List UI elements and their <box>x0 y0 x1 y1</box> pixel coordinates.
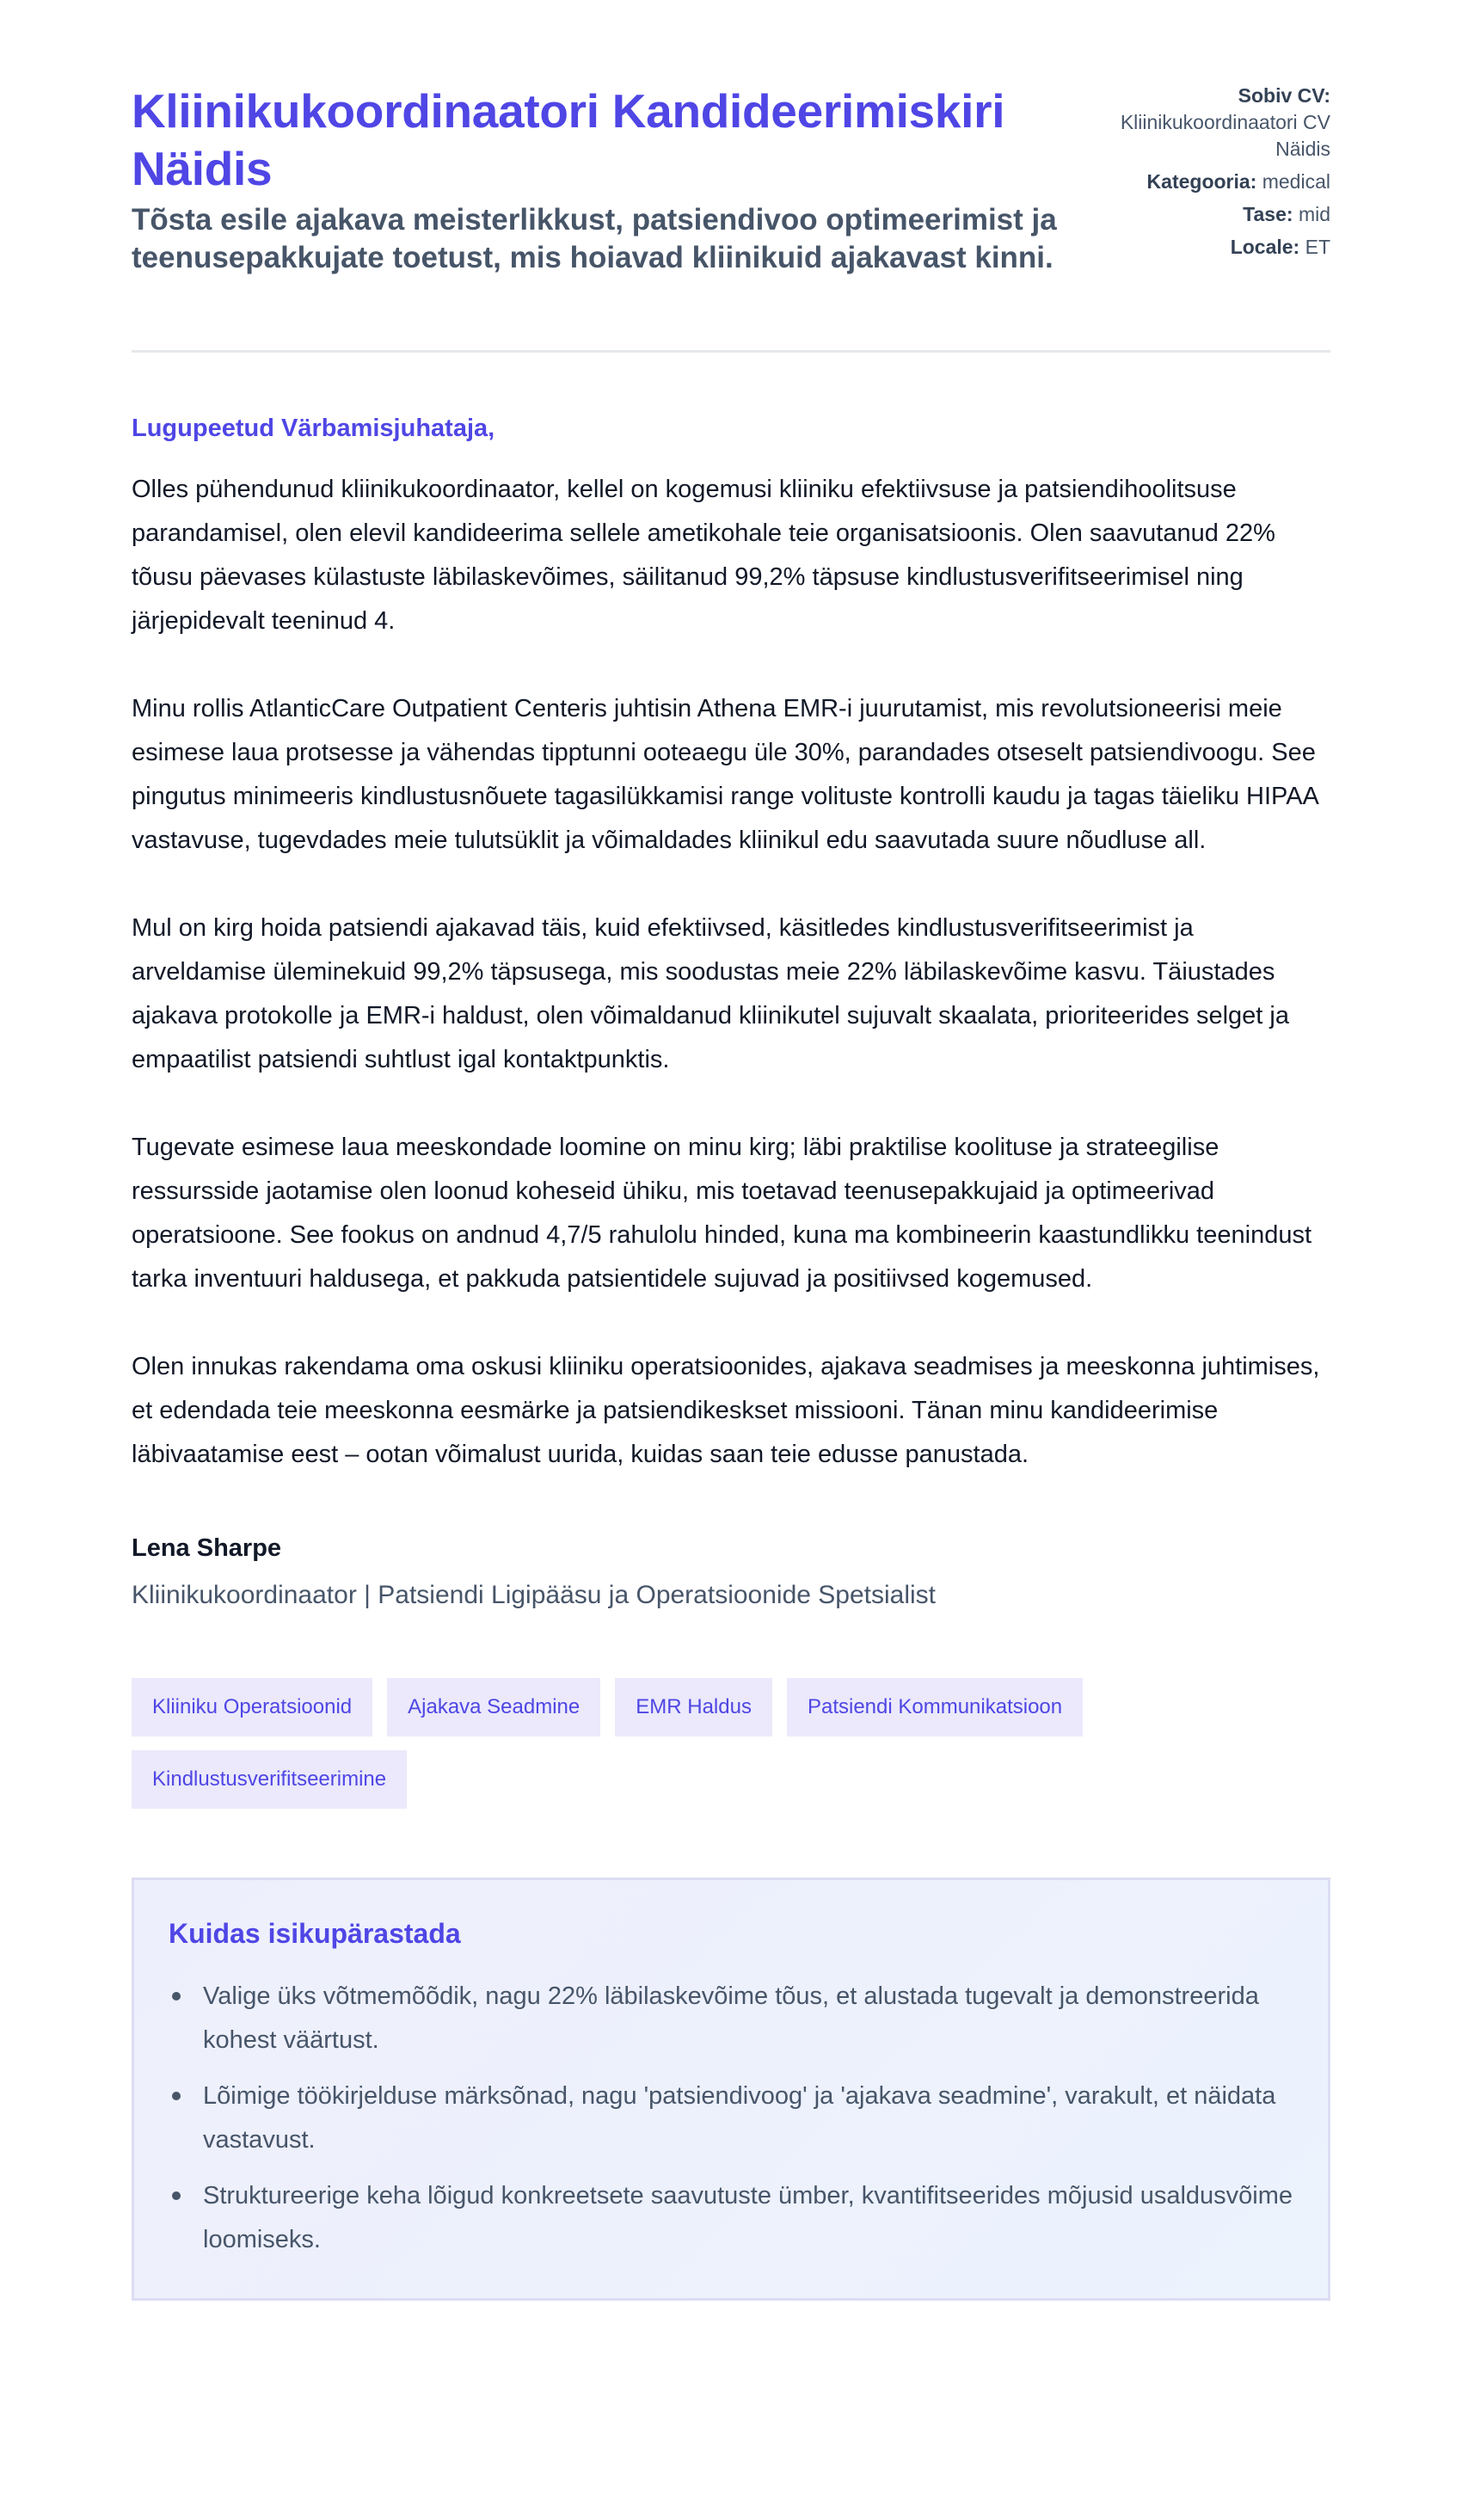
paragraph: Mul on kirg hoida patsiendi ajakavad täis, kuid efektiivsed, käsitledes kindlustusverifitseerimist ja arveldamise üleminekuid 99,2% täpsusega, mis soodustas meie 22% läbilaskevõime kasvu. Täiustades ajakava protokolle ja EMR-i haldust, olen võimaldanud kliinikutel sujuvalt skaalata, prioriteerides selget ja empaatilist patsiendi suhtlust igal kontaktpunktis. <box>132 914 1289 1073</box>
tip-text: Valige üks võtmemõõdik, nagu 22% läbilaskevõime tõus, et alustada tugevalt ja demonstreerida kohest väärtust. <box>203 1982 1259 2054</box>
meta-info <box>1107 83 1330 267</box>
meta-cv <box>1107 83 1330 163</box>
paragraph: Olles pühendunud kliinikukoordinaator, kellel on kogemusi kliiniku efektiivsuse ja patsiendihoolitsuse parandamisel, olen elevil kandideerima sellele ametikohale teie organisatsioonis. Olen saavutanud 22% tõusu päevases külastuste läbilaskevõimes, säilitanud 99,2% täpsuse kindlustusverifitseerimisel ning järjepidevalt teeninud 4. <box>132 476 1275 635</box>
meta-locale <box>1107 234 1330 261</box>
greeting: Lugupeetud Värbamisjuhataja, <box>132 415 495 442</box>
letter-paragraphs <box>132 468 1330 1477</box>
meta-level <box>1107 201 1330 228</box>
page-subtitle: Tõsta esile ajakava meisterlikkust, patsiendivoo optimeerimist ja teenusepakkujate toetust, mis hoiavad kliinikuid ajakavast kinni. <box>132 203 1057 274</box>
tip-text: Struktureerige keha lõigud konkreetsete saavutuste ümber, kvantifitseerides mõjusid usaldusvõime loomiseks. <box>203 2182 1293 2253</box>
skill-tag: Ajakava Seadmine <box>387 1678 600 1736</box>
paragraph: Minu rollis AtlanticCare Outpatient Centeris juhtisin Athena EMR-i juurutamist, mis revolutsioneerisi meie esimese laua protsesse ja vähendas tipptunni ooteaegu üle 30%, parandades otseselt patsiendivoogu. See pingutus minimeeris kindlustusnõuete tagasilükkamisi range volituste kontrolli kaudu ja tagas täieliku HIPAA vastavuse, tugevdades meie tulutsüklit ja võimaldades kliinikul edu saavutada suure nõudluse all. <box>132 695 1318 854</box>
meta-level-label: Tase: <box>1243 203 1293 225</box>
page-title: Kliinikukoordinaatori Kandideerimiskiri Näidis <box>132 84 1005 195</box>
meta-cv-value: Kliinikukoordinaatori CV Näidis <box>1120 111 1330 160</box>
letter-body <box>132 411 1330 1613</box>
bullet-icon <box>172 2191 181 2200</box>
signature-name: Lena Sharpe <box>132 1534 282 1562</box>
cover-letter-page <box>132 0 1330 2301</box>
page-header <box>132 0 1330 353</box>
meta-level-value: mid <box>1298 203 1330 225</box>
meta-cv-label: Sobiv CV: <box>1238 84 1330 107</box>
skill-tags <box>132 1678 1250 1809</box>
meta-category-value: medical <box>1262 170 1330 193</box>
meta-category <box>1107 169 1330 195</box>
meta-locale-label: Locale: <box>1230 236 1300 258</box>
bullet-icon <box>172 1992 181 2001</box>
tips-title: Kuidas isikupärastada <box>169 1918 461 1949</box>
tip-item <box>169 2174 1293 2262</box>
tip-text: Lõimige töökirjelduse märksõnad, nagu 'patsiendivoog' ja 'ajakava seadmine', varakult, et näidata vastavust. <box>203 2082 1276 2154</box>
tip-item <box>169 1975 1293 2062</box>
meta-locale-value: ET <box>1305 236 1330 258</box>
skill-tag: Kindlustusverifitseerimine <box>132 1750 407 1809</box>
meta-category-label: Kategooria: <box>1146 170 1257 193</box>
signature-title: Kliinikukoordinaator | Patsiendi Ligipääsu ja Operatsioonide Spetsialist <box>132 1581 937 1609</box>
skill-tag: Patsiendi Kommunikatsioon <box>787 1678 1083 1736</box>
paragraph: Tugevate esimese laua meeskondade loomine on minu kirg; läbi praktilise koolituse ja strateegilise ressursside jaotamise olen loonud koheseid ühiku, mis toetavad teenusepakkujaid ja optimeerivad operatsioone. See fookus on andnud 4,7/5 rahulolu hinded, kuna ma kombineerin kaastundlikku teenindust tarka inventuuri haldusega, et pakkuda patsientidele sujuvad ja positiivsed kogemused. <box>132 1134 1312 1293</box>
paragraph: Olen innukas rakendama oma oskusi kliiniku operatsioonides, ajakava seadmises ja meeskonna juhtimises, et edendada teie meeskonna eesmärke ja patsiendikeskset missiooni. Tänan minu kandideerimise läbivaatamise eest – ootan võimalust uurida, kuidas saan teie edusse panustada. <box>132 1353 1320 1468</box>
skill-tag: Kliiniku Operatsioonid <box>132 1678 372 1736</box>
tips-list <box>169 1975 1293 2262</box>
personalization-tips <box>132 1878 1330 2301</box>
header-title-block <box>132 83 1086 277</box>
tip-item <box>169 2074 1293 2162</box>
skill-tag: EMR Haldus <box>615 1678 772 1736</box>
bullet-icon <box>172 2092 181 2100</box>
